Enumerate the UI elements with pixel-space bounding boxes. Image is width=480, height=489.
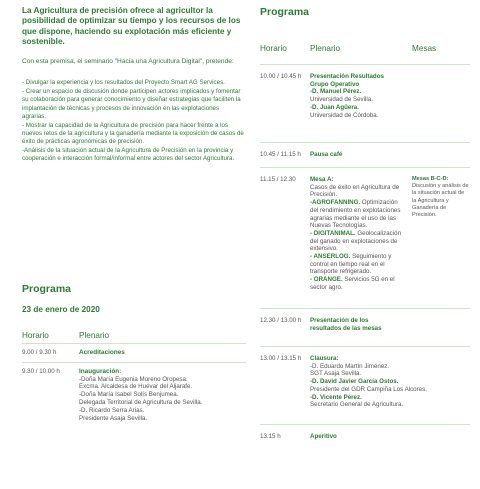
objective-item: - Crear un espacio de discusión donde participen actores implicados y fomentar su colaboración para generar conocimiento y diseñar estrategias que faciliten la implantación de técnicas y procesos de innovación en las explotaciones agrarias. <box>22 88 241 120</box>
row-time: 12.30 / 13.00 h <box>260 317 302 324</box>
right-schedule-table <box>260 64 470 454</box>
company-desc: Geolocalización del ganado en explotaciones de extensivo. <box>310 229 402 253</box>
speaker-name: -D. Vicente Pérez. <box>310 393 362 401</box>
row-time: 9.30 / 10.00 h <box>22 367 60 375</box>
speaker-role: Universidad de Córdoba. <box>310 111 379 119</box>
company-desc: Servicios 5G en el sector agro. <box>310 276 395 291</box>
row-title: Clausura: <box>310 355 339 362</box>
row-time: 10.00 / 10.45 h <box>260 73 302 80</box>
row-title: Pausa café <box>310 151 343 158</box>
mesas-bcd-desc: Discusión y análisis de la situación actual de la Agricultura y Ganadería de Precisión. <box>412 183 469 219</box>
table-row <box>260 142 470 167</box>
intro-subtitle: Con esta premisa, el seminario "Hacia una Agricultura Digital", pretende: <box>22 57 234 65</box>
event-date: 23 de enero de 2020 <box>22 305 100 314</box>
row-title: Presentación de los resultados de las mesas <box>310 317 382 332</box>
speaker-name: -D. David Javier García Ostos. <box>310 378 399 386</box>
left-schedule-table <box>22 327 246 427</box>
speaker-name: -D. Manuel Pérez. <box>310 88 362 96</box>
mesa-a-desc: Casos de éxito en Agricultura de Precisión. <box>310 183 400 199</box>
row-time: 10.45 / 11.15 h <box>260 151 301 158</box>
speaker-role: Secretario General de Agricultura. <box>310 401 404 409</box>
mesa-a-title: Mesa A: <box>310 176 334 183</box>
company-desc: Seguimiento y control en tiempo real en el transporte refrigerado. <box>310 253 392 276</box>
row-title: Aperitivo <box>310 433 337 440</box>
company-name: - ANSERLOG. <box>310 253 351 261</box>
header-plenario: Plenario <box>310 44 341 53</box>
mesas-bcd-title: Mesas B-C-D: <box>412 176 449 182</box>
company-desc: Optimización del rendimiento en explotaciones agrarias mediante el uso de las Nuevas Tecnologías. <box>310 199 401 230</box>
intro-section <box>22 6 244 164</box>
header-horario: Horario <box>260 44 287 53</box>
table-row <box>260 64 470 142</box>
speaker-name: -D. Ricardo Serra Arias. <box>79 406 145 414</box>
table-row <box>22 362 246 428</box>
intro-heading: La Agricultura de precisión ofrece al agricultor la posibilidad de optimizar su tiempo y los recursos de los que dispone, haciendo su explotación más eficiente y sostenible. <box>22 6 241 47</box>
row-time: 13.00 / 13.15 h <box>260 355 302 362</box>
left-program-title: Programa <box>22 283 72 295</box>
speaker-name: -Doña María Eugenia Moreno Oropesa. <box>79 375 188 383</box>
header-horario: Horario <box>22 330 49 340</box>
speaker-name: -D. Eduardo Martín Jiménez. <box>310 362 390 370</box>
speaker-role: Delegada Territorial de Agricultura de Sevilla. <box>79 398 203 406</box>
row-title: Grupo Operativo <box>310 80 360 88</box>
company-name: - DIGITANIMAL. <box>310 229 356 237</box>
table-row <box>260 424 470 454</box>
speaker-name: -Doña María Isabel Solís Benjumea. <box>79 391 179 399</box>
row-time: 13.15 h <box>260 433 281 440</box>
table-row <box>260 167 470 308</box>
table-row <box>260 346 470 424</box>
row-title: Inauguración: <box>79 367 122 375</box>
row-title: Presentación Resultados <box>310 73 384 80</box>
row-time: 11.15 / 12.30 <box>260 176 296 183</box>
right-program-title: Programa <box>260 6 310 18</box>
objective-item: - Mostrar la capacidad de la Agricultura de precisión para hacer frente a los nuevos retos de la agricultura y la ganadería mediante la exposición de casos de éxito de prácticas agronómicas de precisión. <box>22 121 244 145</box>
speaker-name: -D. Juan Agüera. <box>310 103 359 111</box>
row-time: 9.00 / 9.30 h <box>22 349 57 356</box>
left-table-header <box>22 327 246 343</box>
speaker-role: Universidad de Sevilla. <box>310 96 373 104</box>
speaker-role: Presidente del GDR Campiña Los Alcores. <box>310 385 427 393</box>
speaker-role: Excma. Alcaldesa de Huévar del Aljarafe. <box>79 383 193 391</box>
table-row <box>22 343 246 362</box>
company-name: - ORANGE. <box>310 276 343 284</box>
header-plenario: Plenario <box>79 330 110 340</box>
objectives-list <box>22 79 244 163</box>
company-name: -AGROFANNING. <box>310 199 361 207</box>
row-title: Acreditaciones <box>79 349 125 356</box>
objective-item: -Análisis de la situación actual de la Agricultura de Precisión en la provincia y cooperación e interacción formal/informal entre actores del sector Agricultura. <box>22 146 235 163</box>
speaker-role: Presidente Asaja Sevilla. <box>79 414 148 422</box>
speaker-role: SGT Asaja Sevilla. <box>310 370 362 378</box>
header-mesas: Mesas <box>412 44 437 53</box>
objective-item: - Divulgar la experiencia y los resultados del Proyecto Smart AG Services. <box>22 79 225 87</box>
right-table-header <box>260 44 470 60</box>
table-row <box>260 308 470 346</box>
